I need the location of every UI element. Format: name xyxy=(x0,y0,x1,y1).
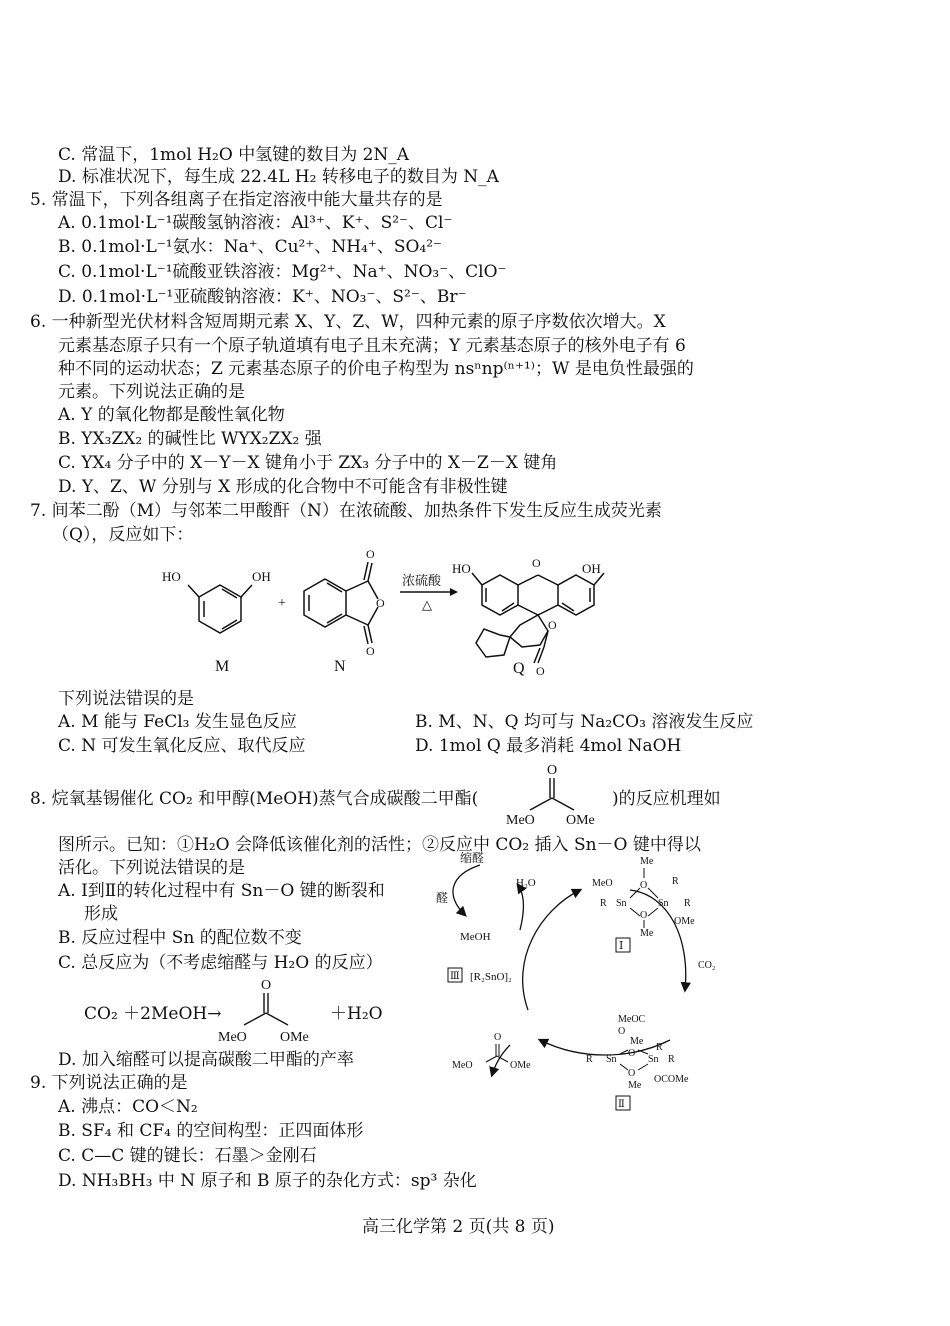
compound-m-structure xyxy=(188,585,252,633)
i-me-bottom: Me xyxy=(640,928,654,939)
q6-stem-line1: 6. 一种新型光伏材料含短周期元素 X、Y、Z、W，四种元素的原子序数依次增大。X xyxy=(30,312,666,332)
q6-option-a: A. Y 的氧化物都是酸性氧化物 xyxy=(58,405,285,425)
q8-option-a-line2: 形成 xyxy=(84,904,118,924)
ii-r-right: R xyxy=(668,1054,675,1065)
mech-co2: CO₂ xyxy=(698,960,716,971)
dmc-ome: OMe xyxy=(566,813,595,828)
q6-stem-line3: 种不同的运动状态；Z 元素基态原子的价电子构型为 nsⁿnp⁽ⁿ⁺¹⁾；W 是电负性最强的 xyxy=(58,359,694,379)
label-m: M xyxy=(215,658,230,675)
i-sn-left: Sn xyxy=(616,898,627,909)
ii-o-bottom: O xyxy=(628,1068,636,1079)
ii-me-bottom: Me xyxy=(628,1080,642,1091)
n-o-bottom: O xyxy=(366,644,375,658)
q7-option-c: C. N 可发生氧化反应、取代反应 xyxy=(58,736,306,756)
q9-option-d: D. NH₃BH₃ 中 N 原子和 B 原子的杂化方式：sp³ 杂化 xyxy=(58,1171,477,1191)
q6-stem-line4: 元素。下列说法正确的是 xyxy=(58,382,245,402)
q8-stem-line3: 活化。下列说法错误的是 xyxy=(58,858,245,878)
ii-o-top: O xyxy=(628,1048,636,1059)
equation-right: ＋H₂O xyxy=(330,1004,383,1024)
ii-sn-right: Sn xyxy=(648,1054,659,1065)
mech-h2o: H₂O xyxy=(516,877,536,889)
m-ho-label: HO xyxy=(162,569,181,584)
catalyst-iii: [R₂SnO]₂ xyxy=(470,971,512,983)
compound-n-structure xyxy=(304,562,378,644)
i-label: Ⅰ xyxy=(619,940,624,952)
catalytic-cycle-arrows xyxy=(453,865,686,1075)
ii-sn-left: Sn xyxy=(606,1054,617,1065)
q6-option-d: D. Y、Z、W 分别与 X 形成的化合物中不可能含有非极性键 xyxy=(58,477,508,497)
q7-option-d: D. 1mol Q 最多消耗 4mol NaOH xyxy=(415,736,682,756)
q7-stem-line1: 7. 间苯二酚（M）与邻苯二甲酸酐（N）在浓硫酸、加热条件下发生反应生成荧光素 xyxy=(30,501,662,521)
species-i xyxy=(592,856,695,952)
iii-label: Ⅲ xyxy=(450,971,460,982)
q9-stem: 9. 下列说法正确的是 xyxy=(30,1073,188,1093)
mech-meoh: MeOH xyxy=(460,931,491,943)
q7-option-a: A. M 能与 FeCl₃ 发生显色反应 xyxy=(58,712,297,732)
n-o-ring: O xyxy=(376,596,385,610)
q-o-lactone: O xyxy=(548,618,557,632)
page-footer: 高三化学第 2 页(共 8 页) xyxy=(362,1217,555,1237)
q-oh-label: OH xyxy=(582,561,601,576)
q9-option-b: B. SF₄ 和 CF₄ 的空间构型：正四面体形 xyxy=(58,1121,364,1141)
dmc-inline-structure xyxy=(500,760,610,830)
ii-ocome: OCOMe xyxy=(654,1074,689,1085)
q8-stem-line2: 图所示。已知：①H₂O 会降低该催化剂的活性；②反应中 CO₂ 插入 Sn－O 键中得以 xyxy=(58,835,701,855)
i-o-top: O xyxy=(640,880,648,891)
q8-option-d: D. 加入缩醛可以提高碳酸二甲酯的产率 xyxy=(58,1050,354,1070)
reaction-arrowhead xyxy=(450,588,458,596)
ii-r-left: R xyxy=(586,1054,593,1065)
compound-q-structure xyxy=(472,573,604,663)
mech-dmc-product xyxy=(452,1032,531,1071)
eq-ome: OMe xyxy=(280,1030,309,1045)
equation-left: CO₂ ＋2MeOH→ xyxy=(84,1004,222,1024)
prod-ome: OMe xyxy=(510,1060,531,1071)
i-r-top: R xyxy=(672,876,679,887)
ii-r-top: R xyxy=(656,1042,663,1053)
mech-aldehyde: 醛 xyxy=(436,891,449,905)
prod-o: O xyxy=(494,1032,502,1043)
q-ho-label: HO xyxy=(452,561,471,576)
label-q: Q xyxy=(513,660,525,677)
i-sn-right: Sn xyxy=(658,898,669,909)
mechanism-diagram xyxy=(430,850,750,1120)
dmc-o: O xyxy=(547,763,558,778)
ii-label: Ⅱ xyxy=(618,1099,625,1110)
q7-stem-line2: （Q），反应如下： xyxy=(52,525,194,545)
ii-meoco: MeOC xyxy=(618,1014,646,1025)
ii-o-left: O xyxy=(618,1026,626,1037)
dmc-bonds xyxy=(530,778,574,810)
q8-option-c: C. 总反应为（不考虑缩醛与 H₂O 的反应） xyxy=(58,953,383,973)
plus-sign: + xyxy=(278,596,286,611)
q5-option-d: D. 0.1mol·L⁻¹亚硫酸钠溶液：K⁺、NO₃⁻、S²⁻、Br⁻ xyxy=(58,287,467,307)
i-r-right: R xyxy=(684,898,691,909)
q4-option-d: D. 标准状况下，每生成 22.4L H₂ 转移电子的数目为 N_A xyxy=(58,167,499,187)
q8-stem-part2: )的反应机理如 xyxy=(612,789,721,809)
reagent-label: 浓硫酸 xyxy=(402,573,442,588)
ii-me-top: Me xyxy=(630,1036,644,1047)
q4-option-c: C. 常温下，1mol H₂O 中氢键的数目为 2N_A xyxy=(58,145,410,165)
q9-option-c: C. C—C 键的键长：石墨＞金刚石 xyxy=(58,1146,317,1166)
label-n: N xyxy=(334,658,346,675)
q5-option-c: C. 0.1mol·L⁻¹硫酸亚铁溶液：Mg²⁺、Na⁺、NO₃⁻、ClO⁻ xyxy=(58,262,507,282)
q6-stem-line2: 元素基态原子只有一个原子轨道填有电子且未充满；Y 元素基态原子的核外电子有 6 xyxy=(58,336,686,356)
i-r-left: R xyxy=(600,898,607,909)
dmc-meo: MeO xyxy=(506,813,535,828)
q8-option-b: B. 反应过程中 Sn 的配位数不变 xyxy=(58,928,302,948)
i-ome: OMe xyxy=(674,916,695,927)
q6-option-c: C. YX₄ 分子中的 X－Y－X 键角小于 ZX₃ 分子中的 X－Z－X 键角 xyxy=(58,453,558,473)
eq-meo: MeO xyxy=(218,1030,247,1045)
n-o-top: O xyxy=(366,547,375,561)
q6-option-b: B. YX₃ZX₂ 的碱性比 WYX₂ZX₂ 强 xyxy=(58,429,322,449)
q8-option-a-line1: A. Ⅰ到Ⅱ的转化过程中有 Sn－O 键的断裂和 xyxy=(58,881,385,901)
equation-dmc-structure xyxy=(212,975,322,1045)
i-o-bottom: O xyxy=(640,910,648,921)
q7-ask: 下列说法错误的是 xyxy=(58,689,194,709)
q-o-carbonyl: O xyxy=(536,664,545,678)
mech-acetal: 缩醛 xyxy=(460,851,485,865)
q-o-bridge: O xyxy=(532,556,541,570)
q7-option-b: B. M、N、Q 均可与 Na₂CO₃ 溶液发生反应 xyxy=(415,712,754,732)
eq-o: O xyxy=(261,978,272,993)
q5-option-b: B. 0.1mol·L⁻¹氨水：Na⁺、Cu²⁺、NH₄⁺、SO₄²⁻ xyxy=(58,237,443,257)
m-oh-label: OH xyxy=(252,569,271,584)
heat-label: △ xyxy=(422,597,432,612)
q9-option-a: A. 沸点：CO＜N₂ xyxy=(58,1097,198,1117)
q5-stem: 5. 常温下，下列各组离子在指定溶液中能大量共存的是 xyxy=(30,190,443,210)
i-me-top: Me xyxy=(640,856,654,867)
species-ii xyxy=(586,1014,689,1110)
eq-dmc-bonds xyxy=(244,993,288,1025)
prod-meo: MeO xyxy=(452,1060,473,1071)
i-meo: MeO xyxy=(592,878,613,889)
q8-stem-part1: 8. 烷氧基锡催化 CO₂ 和甲醇(MeOH)蒸气合成碳酸二甲酯( xyxy=(30,789,479,809)
q5-option-a: A. 0.1mol·L⁻¹碳酸氢钠溶液：Al³⁺、K⁺、S²⁻、Cl⁻ xyxy=(58,213,453,233)
